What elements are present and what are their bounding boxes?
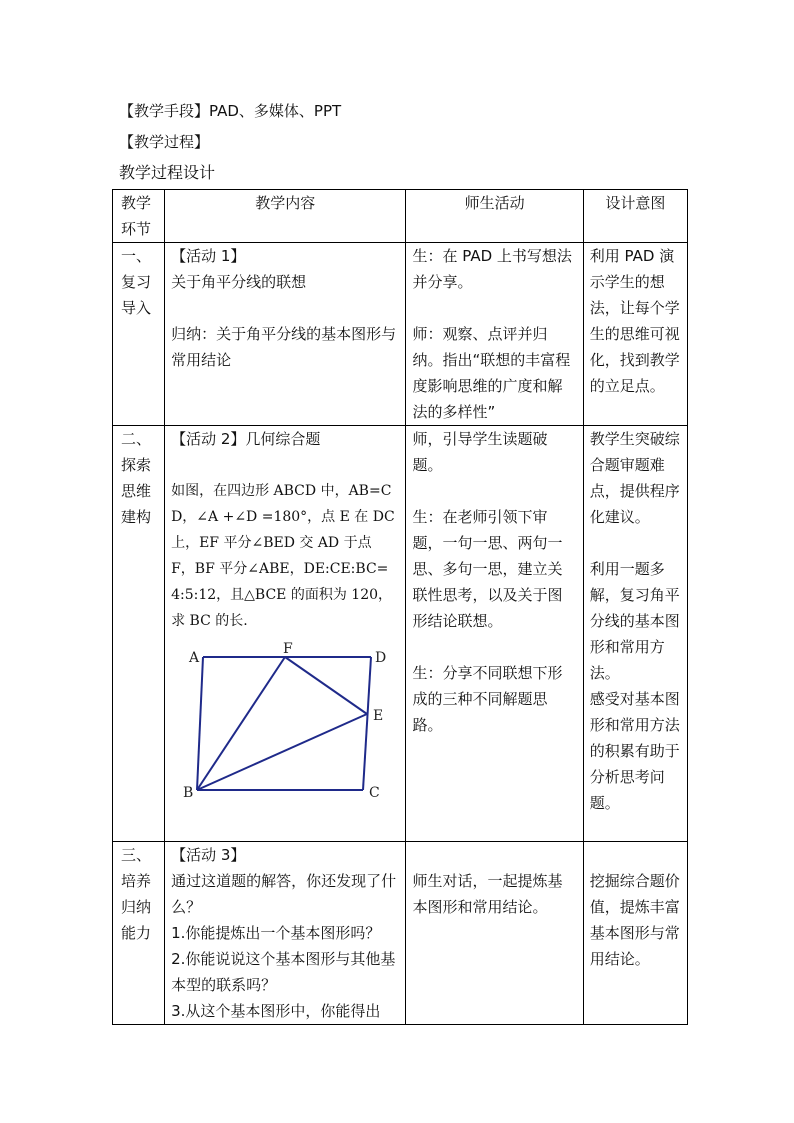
activity-cell: 师生对话，一起提炼基本图形和常用结论。 [406,842,583,1025]
problem-text: 如图，在四边形 ABCD 中，AB=CD，∠A +∠D =180°，点 E 在 DC 上，EF 平分∠BED 交 AD 于点 F，BF 平分∠ABE，DE:CE:BC=4:5:12，且△BCE 的面积为 120，求 BC 的长. [171,483,400,629]
side-BA [197,657,203,790]
label-C: C [369,785,380,800]
quadrilateral-diagram [183,640,393,800]
header-stage: 教学 环节 [113,190,165,243]
side-DC [363,657,371,790]
activity-title: 【活动 3】 [171,846,246,864]
segment-FE [285,657,367,714]
label-A: A [189,650,200,666]
intent-cell: 利用 PAD 演示学生的想法，让每个学生的思维可视化，找到教学的立足点。 [583,243,687,426]
table-row [113,243,688,426]
content-cell: 【活动 1】 关于角平分线的联想 归纳：关于角平分线的基本图形与常用结论 [165,243,406,426]
activity-cell: 师，引导学生读题破题。 生：在老师引领下审题，一句一思、两句一思、多句一思，建立关联性思考，以及关于图形结论联想。 生：分享不同联想下形成的三种不同解题思路。 [406,426,583,842]
intent-cell: 挖掘综合题价值，提炼丰富基本图形与常用结论。 [583,842,687,1025]
label-F: F [283,641,293,657]
stage-cell: 三、 培养 归纳 能力 [113,842,165,1025]
content-cell [165,426,406,842]
table-row [113,426,688,842]
stage-cell: 二、 探索 思维 建构 [113,426,165,842]
stage-cell: 一、 复习 导入 [113,243,165,426]
label-B: B [183,785,194,800]
table-row [113,842,688,1025]
table-header-row [113,190,688,243]
design-title: 教学过程设计 [119,163,216,182]
label-D: D [375,650,387,666]
content-cell: 【活动 3】 通过这道题的解答，你还发现了什么？ 1.你能提炼出一个基本图形吗？ 2.你能说说这个基本图形与其他基本型的联系吗？ 3.从这个基本图形中，你能得出 [165,842,406,1025]
teaching-process-table [112,189,688,1025]
activity-title: 【活动 2】几何综合题 [171,430,321,448]
teaching-process-heading: 【教学过程】 [119,133,210,151]
intent-cell: 教学生突破综合题审题难点，提供程序化建议。 利用一题多解，复习角平分线的基本图形和常用方法。 感受对基本图形和常用方法的积累有助于分析思考问题。 [583,426,687,842]
activity-cell: 生：在 PAD 上书写想法并分享。 师：观察、点评并归纳。指出“联想的丰富程度影响思维的广度和解法的多样性” [406,243,583,426]
teaching-means-line: 【教学手段】PAD、多媒体、PPT [119,102,342,120]
activity-title: 【活动 1】 [171,247,246,265]
header-intent: 设计意图 [583,190,687,243]
label-E: E [373,708,384,724]
header-activity: 师生活动 [406,190,583,243]
header-content: 教学内容 [165,190,406,243]
